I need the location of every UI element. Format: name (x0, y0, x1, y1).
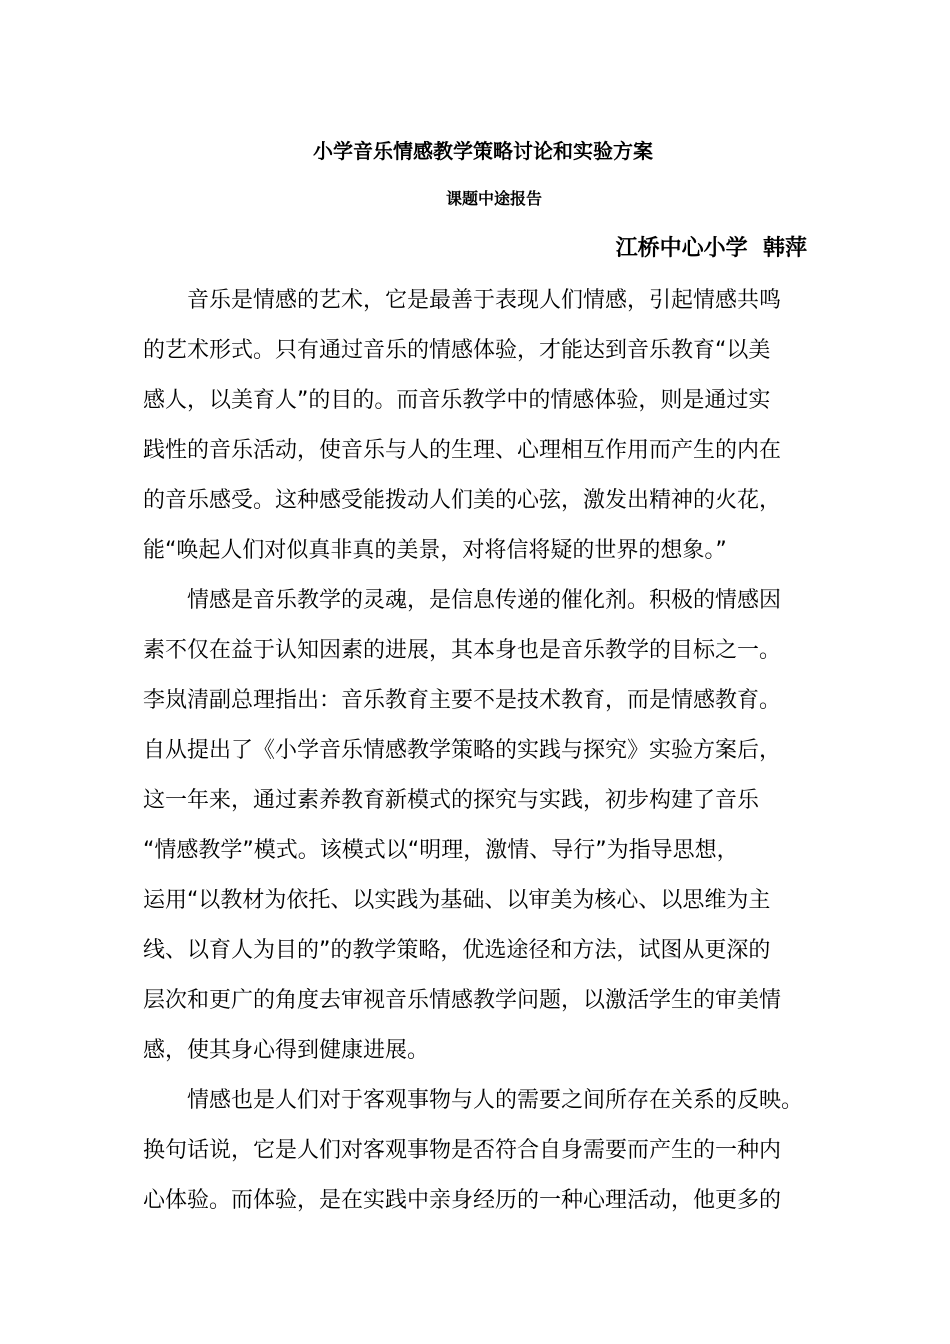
text-line: 心体验。而体验，是在实践中亲身经历的一种心理活动，他更多的 (143, 1188, 782, 1213)
text-line: 的艺术形式。只有通过音乐的情感体验，才能达到音乐教育“以美 (143, 338, 771, 363)
document-title: 小学音乐情感教学策略讨论和实验方案 (313, 139, 653, 163)
text-line: 换句话说，它是人们对客观事物是否符合自身需要而产生的一种内 (143, 1138, 782, 1163)
text-line: “情感教学”模式。该模式以“明理，激情、导行”为指导思想， (143, 838, 739, 863)
text-line: 感，使其身心得到健康进展。 (143, 1038, 430, 1063)
text-line: 李岚清副总理指出：音乐教育主要不是技术教育，而是情感教育。 (143, 688, 782, 713)
body-text (143, 284, 813, 1234)
text-line: 情感是音乐教学的灵魂，是信息传递的催化剂。积极的情感因 (187, 588, 782, 613)
text-line: 素不仅在益于认知因素的进展，其本身也是音乐教学的目标之一。 (143, 638, 782, 663)
text-line: 感人，以美育人”的目的。而音乐教学中的情感体验，则是通过实 (143, 388, 771, 413)
text-line: 情感也是人们对于客观事物与人的需要之间所存在关系的反映。 (187, 1088, 804, 1113)
text-line: 音乐是情感的艺术，它是最善于表现人们情感，引起情感共鸣 (187, 288, 782, 313)
document-subtitle: 课题中途报告 (445, 189, 542, 208)
text-line: 线、以育人为目的”的教学策略，优选途径和方法，试图从更深的 (143, 938, 771, 963)
text-line: 践性的音乐活动，使音乐与人的生理、心理相互作用而产生的内在 (143, 438, 782, 463)
text-line: 的音乐感受。这种感受能拨动人们美的心弦，激发出精神的火花， (143, 488, 782, 513)
text-line: 能“唤起人们对似真非真的美景，对将信将疑的世界的想象。” (143, 538, 727, 563)
text-line: 运用“以教材为依托、以实践为基础、以审美为核心、以思维为主 (143, 888, 771, 913)
text-line: 层次和更广的角度去审视音乐情感教学问题，以激活学生的审美情 (143, 988, 782, 1013)
author-line: 江桥中心小学 韩萍 (615, 236, 807, 261)
text-line: 自从提出了《小学音乐情感教学策略的实践与探究》实验方案后， (143, 738, 782, 763)
text-line: 这一年来，通过素养教育新模式的探究与实践，初步构建了音乐 (143, 788, 760, 813)
